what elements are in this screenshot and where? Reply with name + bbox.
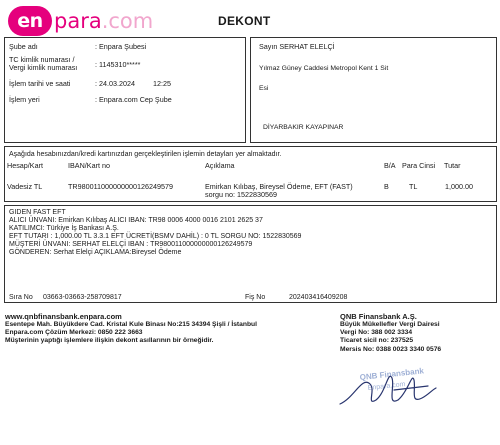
- bank-stamp-signature: [332, 360, 442, 420]
- bank-legal-info: [340, 312, 441, 354]
- header-ba: B/A: [384, 161, 396, 170]
- desc-line: GÖNDEREN: Serhat Elelçi AÇIKLAMA:Bireysel Ödeme: [9, 249, 182, 256]
- address-city: DİYARBAKIR KAYAPINAR: [263, 124, 344, 131]
- row-ba: B: [384, 182, 389, 191]
- header-description: Açıklama: [205, 161, 235, 170]
- tax-label: Vergi kimlik numarası: [9, 63, 78, 72]
- customer-address-box: [250, 37, 497, 143]
- enpara-logo: [8, 6, 153, 36]
- bank-contact-info: [5, 312, 257, 346]
- svg-text:Enpara.com: Enpara.com: [367, 381, 406, 392]
- row-currency: TL: [409, 182, 418, 191]
- location-label: İşlem yeri: [9, 95, 40, 104]
- sequence-value: 03663-03663-258709817: [43, 294, 122, 301]
- customer-name: Sayın SERHAT ELELÇİ: [259, 42, 335, 51]
- header-currency: Para Cinsi: [402, 161, 436, 170]
- tax-number: Vergi No: 388 002 3334: [340, 329, 413, 337]
- location-value: : Enpara.com Cep Şube: [95, 95, 172, 104]
- branch-info-box: [4, 37, 246, 143]
- tc-label: TC kimlik numarası /: [9, 55, 75, 64]
- desc-line: KATILIMCI: Türkiye İş Bankası A.Ş.: [9, 225, 119, 232]
- transaction-intro: Aşağıda hesabınızdan/kredi kartınızdan gerçekleştirilen işlemin detayları yer almaktadır.: [9, 151, 282, 158]
- bank-address: Esentepe Mah. Büyükdere Cad. Kristal Kule Binası No:215 34394 Şişli / İstanbul: [5, 321, 257, 328]
- tc-row: [5, 55, 245, 73]
- address-line-2: Esi: [259, 85, 269, 92]
- logo-wordmark: [54, 9, 153, 33]
- row-amount: 1,000.00: [445, 182, 473, 191]
- row-account: Vadesiz TL: [7, 182, 43, 191]
- desc-line: ALICI ÜNVANI: Emirkan Kılıbaş ALICI IBAN: TR98 0006 4000 0016 2101 2625 37: [9, 217, 263, 224]
- mersis-number: Mersis No: 0388 0023 3340 0576: [340, 345, 442, 353]
- header-account: Hesap/Kart: [7, 161, 43, 170]
- branch-value: : Enpara Şubesi: [95, 42, 147, 51]
- trade-registry: Ticaret sicil no: 237525: [340, 337, 414, 345]
- desc-line: MÜŞTERİ ÜNVANI: SERHAT ELELÇİ IBAN : TR980011000000000126249579: [9, 241, 253, 248]
- desc-line: GIDEN FAST EFT: [9, 209, 66, 216]
- row-iban: TR980011000000000126249579: [68, 182, 173, 191]
- desc-line: EFT TUTARI : 1,000.00 TL 3.3.1 EFT ÜCRETİ(BSMV DAHİL) : 0 TL SORGU NO: 1522830569: [9, 233, 302, 240]
- transaction-detail-box: [4, 146, 497, 202]
- document-title: DEKONT: [218, 14, 271, 28]
- row-query-no: sorgu no: 1522830569: [205, 190, 277, 199]
- logo-bubble: en: [8, 6, 52, 36]
- logo-text: para: [54, 9, 102, 33]
- receipt-label: Fiş No: [245, 294, 266, 301]
- bank-website: www.qnbfinansbank.enpara.com: [5, 312, 122, 321]
- time-value: 12:25: [153, 79, 171, 88]
- header-amount: Tutar: [444, 161, 461, 170]
- row-description: Emirkan Kılıbaş, Bireysel Ödeme, EFT (FAST): [205, 182, 353, 191]
- logo-suffix: .com: [101, 9, 154, 33]
- branch-label: Şube adı: [9, 42, 38, 51]
- support-phone: Enpara.com Çözüm Merkezi: 0850 222 3663: [5, 329, 143, 337]
- disclaimer: Müşterinin yaptığı işlemlere ilişkin dekont asıllarının bir örneğidir.: [5, 337, 214, 345]
- receipt-value: 202403416409208: [289, 294, 348, 301]
- address-line-1: Yılmaz Güney Caddesi Metropol Kent 1 Sit: [259, 65, 389, 72]
- tc-value: : 1145310*****: [95, 60, 141, 69]
- signature-icon: [340, 376, 436, 404]
- svg-text:QNB Finansbank: QNB Finansbank: [359, 366, 425, 382]
- header-iban: IBAN/Kart no: [68, 161, 110, 170]
- date-value: : 24.03.2024: [95, 79, 135, 88]
- tax-office: Büyük Mükellefler Vergi Dairesi: [340, 321, 440, 328]
- date-label: İşlem tarihi ve saati: [9, 79, 71, 88]
- eft-description-box: [4, 205, 497, 303]
- sequence-label: Sıra No: [9, 294, 33, 301]
- bank-name: QNB Finansbank A.Ş.: [340, 312, 417, 321]
